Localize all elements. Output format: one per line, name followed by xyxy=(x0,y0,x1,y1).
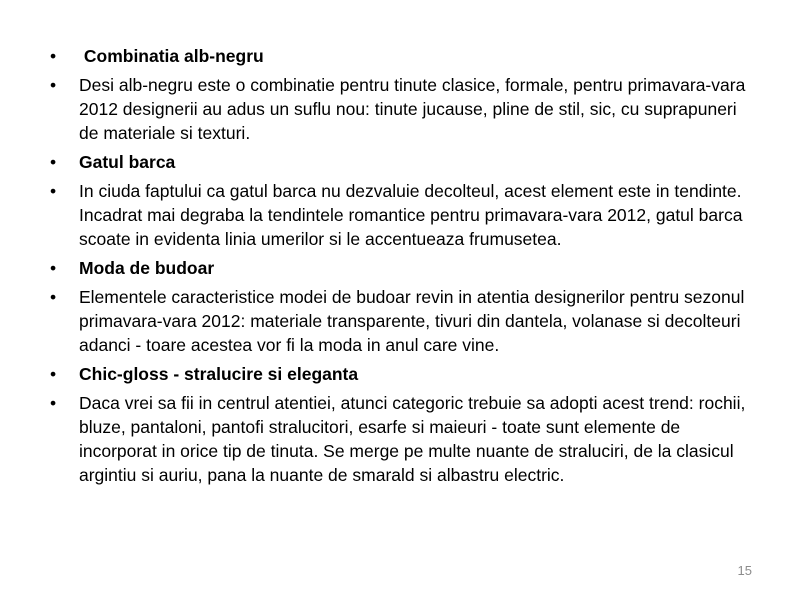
list-item-heading-moda-de-budoar xyxy=(50,256,760,280)
bullet-icon: • xyxy=(50,364,57,384)
list-item-body-alb-negru xyxy=(50,73,760,145)
body-text: In ciuda faptului ca gatul barca nu dezvaluie decolteul, acest element este in tendinte. Incadrat mai degraba la tendintele romantice pentru primavara-vara 2012, gatul barca scoate in evidenta linia umerilor si le accentueaza frumusetea. xyxy=(79,181,743,249)
bullet-icon: • xyxy=(50,181,57,201)
list-item-heading-gatul-barca xyxy=(50,150,760,174)
heading-text: Chic-gloss - stralucire si eleganta xyxy=(79,364,359,384)
heading-text: Combinatia alb-negru xyxy=(79,46,264,66)
page-number: 15 xyxy=(737,563,752,578)
bullet-icon: • xyxy=(50,393,57,413)
bullet-icon: • xyxy=(50,287,57,307)
body-text: Desi alb-negru este o combinatie pentru tinute clasice, formale, pentru primavara-vara 2012 designerii au adus un suflu nou: tinute jucause, pline de stil, sic, cu suprapuneri de materiale si texturi. xyxy=(79,75,746,143)
bullet-icon: • xyxy=(50,152,57,172)
list-item-body-gatul-barca xyxy=(50,179,760,251)
bullet-icon: • xyxy=(50,75,57,95)
list-item-body-chic-gloss xyxy=(50,391,760,487)
bullet-icon: • xyxy=(50,258,57,278)
heading-text: Gatul barca xyxy=(79,152,176,172)
list-item-heading-alb-negru xyxy=(50,44,760,68)
bullet-icon: • xyxy=(50,46,57,66)
body-text: Daca vrei sa fii in centrul atentiei, atunci categoric trebuie sa adopti acest trend: rochii, bluze, pantaloni, pantofi stralucitori, esarfe si maieuri - toate sunt elemente de incorporat in orice tip de tinuta. Se merge pe multe nuante de straluciri, de la clasicul argintiu si auriu, pana la nuante de smarald si albastru electric. xyxy=(79,393,746,485)
body-text: Elementele caracteristice modei de budoar revin in atentia designerilor pentru sezonul primavara-vara 2012: materiale transparente, tivuri din dantela, volanase si decolteuri adanci - toare acestea vor fi la moda in anul care vine. xyxy=(79,287,745,355)
list-item-body-moda-de-budoar xyxy=(50,285,760,357)
list-item-heading-chic-gloss xyxy=(50,362,760,386)
bullet-list xyxy=(50,44,760,492)
heading-text: Moda de budoar xyxy=(79,258,215,278)
